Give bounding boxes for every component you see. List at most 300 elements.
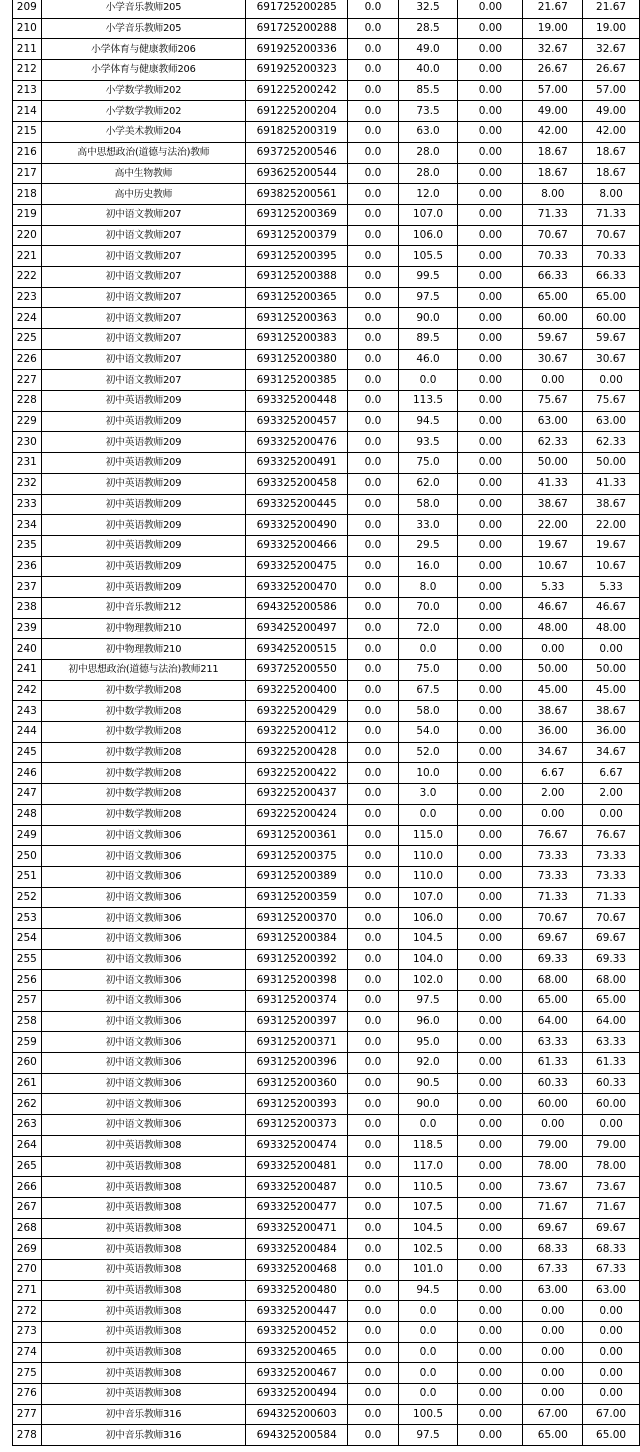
weighted-score-cell: 60.00 (523, 308, 583, 329)
table-row (13, 618, 640, 639)
table-row (13, 60, 640, 81)
total-score-cell: 70.33 (583, 246, 640, 267)
row-number-cell: 238 (13, 597, 42, 618)
row-number-cell: 217 (13, 163, 42, 184)
total-score-cell: 38.67 (583, 494, 640, 515)
position-name-cell: 初中英语教师209 (41, 556, 246, 577)
position-name-cell: 初中语文教师306 (41, 1011, 246, 1032)
row-number-cell: 252 (13, 887, 42, 908)
weighted-score-cell: 59.67 (523, 329, 583, 350)
score-b-cell: 92.0 (398, 1053, 458, 1074)
table-row (13, 473, 640, 494)
score-b-cell: 107.5 (398, 1197, 458, 1218)
table-row (13, 1342, 640, 1363)
total-score-cell: 69.33 (583, 949, 640, 970)
score-c-cell: 0.00 (458, 1094, 523, 1115)
score-b-cell: 54.0 (398, 722, 458, 743)
exam-id-cell: 693125200392 (246, 949, 348, 970)
table-row (13, 287, 640, 308)
score-c-cell: 0.00 (458, 701, 523, 722)
exam-id-cell: 693125200360 (246, 1073, 348, 1094)
weighted-score-cell: 36.00 (523, 722, 583, 743)
weighted-score-cell: 2.00 (523, 784, 583, 805)
weighted-score-cell: 0.00 (523, 1301, 583, 1322)
score-b-cell: 90.5 (398, 1073, 458, 1094)
row-number-cell: 242 (13, 680, 42, 701)
position-name-cell: 初中语文教师207 (41, 308, 246, 329)
total-score-cell: 0.00 (583, 1384, 640, 1405)
row-number-cell: 277 (13, 1404, 42, 1425)
table-row (13, 308, 640, 329)
score-c-cell: 0.00 (458, 991, 523, 1012)
total-score-cell: 69.67 (583, 1218, 640, 1239)
total-score-cell: 49.00 (583, 101, 640, 122)
table-row (13, 349, 640, 370)
score-b-cell: 110.5 (398, 1177, 458, 1198)
score-a-cell: 0.0 (348, 1322, 398, 1343)
score-b-cell: 113.5 (398, 391, 458, 412)
weighted-score-cell: 71.67 (523, 1197, 583, 1218)
total-score-cell: 59.67 (583, 329, 640, 350)
exam-id-cell: 693125200393 (246, 1094, 348, 1115)
weighted-score-cell: 69.33 (523, 949, 583, 970)
exam-id-cell: 693725200550 (246, 660, 348, 681)
score-b-cell: 75.0 (398, 453, 458, 474)
score-a-cell: 0.0 (348, 1280, 398, 1301)
score-c-cell: 0.00 (458, 391, 523, 412)
score-b-cell: 28.5 (398, 18, 458, 39)
total-score-cell: 60.00 (583, 308, 640, 329)
weighted-score-cell: 67.33 (523, 1259, 583, 1280)
position-name-cell: 初中语文教师306 (41, 991, 246, 1012)
score-c-cell: 0.00 (458, 39, 523, 60)
score-c-cell: 0.00 (458, 1053, 523, 1074)
table-row (13, 370, 640, 391)
table-row (13, 246, 640, 267)
exam-id-cell: 693125200395 (246, 246, 348, 267)
position-name-cell: 初中英语教师308 (41, 1197, 246, 1218)
total-score-cell: 0.00 (583, 1115, 640, 1136)
score-c-cell: 0.00 (458, 453, 523, 474)
score-c-cell: 0.00 (458, 246, 523, 267)
weighted-score-cell: 18.67 (523, 163, 583, 184)
score-b-cell: 85.5 (398, 80, 458, 101)
position-name-cell: 初中英语教师308 (41, 1259, 246, 1280)
score-a-cell: 0.0 (348, 1032, 398, 1053)
score-c-cell: 0.00 (458, 1404, 523, 1425)
exam-id-cell: 693125200384 (246, 928, 348, 949)
row-number-cell: 224 (13, 308, 42, 329)
total-score-cell: 46.67 (583, 597, 640, 618)
table-row (13, 1115, 640, 1136)
weighted-score-cell: 30.67 (523, 349, 583, 370)
table-row (13, 763, 640, 784)
weighted-score-cell: 8.00 (523, 184, 583, 205)
row-number-cell: 241 (13, 660, 42, 681)
row-number-cell: 271 (13, 1280, 42, 1301)
position-name-cell: 初中英语教师308 (41, 1301, 246, 1322)
weighted-score-cell: 63.33 (523, 1032, 583, 1053)
weighted-score-cell: 0.00 (523, 1322, 583, 1343)
weighted-score-cell: 67.00 (523, 1404, 583, 1425)
row-number-cell: 263 (13, 1115, 42, 1136)
table-row (13, 101, 640, 122)
score-b-cell: 99.5 (398, 266, 458, 287)
weighted-score-cell: 19.00 (523, 18, 583, 39)
table-row (13, 1032, 640, 1053)
exam-id-cell: 691725200288 (246, 18, 348, 39)
row-number-cell: 225 (13, 329, 42, 350)
weighted-score-cell: 78.00 (523, 1156, 583, 1177)
score-a-cell: 0.0 (348, 101, 398, 122)
total-score-cell: 63.00 (583, 411, 640, 432)
position-name-cell: 初中语文教师306 (41, 866, 246, 887)
score-b-cell: 58.0 (398, 701, 458, 722)
position-name-cell: 初中英语教师308 (41, 1177, 246, 1198)
score-b-cell: 0.0 (398, 1384, 458, 1405)
score-c-cell: 0.00 (458, 1011, 523, 1032)
total-score-cell: 2.00 (583, 784, 640, 805)
weighted-score-cell: 63.00 (523, 1280, 583, 1301)
position-name-cell: 初中英语教师209 (41, 473, 246, 494)
row-number-cell: 249 (13, 825, 42, 846)
score-b-cell: 97.5 (398, 287, 458, 308)
score-a-cell: 0.0 (348, 184, 398, 205)
table-row (13, 928, 640, 949)
row-number-cell: 269 (13, 1239, 42, 1260)
score-a-cell: 0.0 (348, 39, 398, 60)
score-b-cell: 107.0 (398, 204, 458, 225)
total-score-cell: 18.67 (583, 142, 640, 163)
score-a-cell: 0.0 (348, 597, 398, 618)
score-a-cell: 0.0 (348, 163, 398, 184)
table-row (13, 329, 640, 350)
total-score-cell: 42.00 (583, 122, 640, 143)
exam-id-cell: 693125200388 (246, 266, 348, 287)
table-row (13, 1177, 640, 1198)
position-name-cell: 小学美术教师204 (41, 122, 246, 143)
score-b-cell: 0.0 (398, 1322, 458, 1343)
exam-id-cell: 691925200323 (246, 60, 348, 81)
total-score-cell: 61.33 (583, 1053, 640, 1074)
exam-id-cell: 693325200480 (246, 1280, 348, 1301)
exam-id-cell: 693325200490 (246, 515, 348, 536)
total-score-cell: 62.33 (583, 432, 640, 453)
exam-id-cell: 693325200465 (246, 1342, 348, 1363)
table-row (13, 1404, 640, 1425)
position-name-cell: 初中英语教师209 (41, 494, 246, 515)
row-number-cell: 275 (13, 1363, 42, 1384)
row-number-cell: 274 (13, 1342, 42, 1363)
table-row (13, 411, 640, 432)
score-c-cell: 0.00 (458, 122, 523, 143)
score-b-cell: 93.5 (398, 432, 458, 453)
table-row (13, 597, 640, 618)
total-score-cell: 73.67 (583, 1177, 640, 1198)
row-number-cell: 276 (13, 1384, 42, 1405)
score-a-cell: 0.0 (348, 287, 398, 308)
table-row (13, 184, 640, 205)
weighted-score-cell: 10.67 (523, 556, 583, 577)
total-score-cell: 63.00 (583, 1280, 640, 1301)
weighted-score-cell: 50.00 (523, 453, 583, 474)
weighted-score-cell: 68.33 (523, 1239, 583, 1260)
table-row (13, 970, 640, 991)
weighted-score-cell: 60.33 (523, 1073, 583, 1094)
table-row (13, 494, 640, 515)
score-b-cell: 0.0 (398, 1342, 458, 1363)
row-number-cell: 216 (13, 142, 42, 163)
total-score-cell: 5.33 (583, 577, 640, 598)
row-number-cell: 262 (13, 1094, 42, 1115)
total-score-cell: 60.00 (583, 1094, 640, 1115)
score-a-cell: 0.0 (348, 722, 398, 743)
exam-id-cell: 693225200400 (246, 680, 348, 701)
table-row (13, 1135, 640, 1156)
score-b-cell: 62.0 (398, 473, 458, 494)
score-a-cell: 0.0 (348, 370, 398, 391)
score-a-cell: 0.0 (348, 660, 398, 681)
row-number-cell: 256 (13, 970, 42, 991)
position-name-cell: 初中语文教师306 (41, 970, 246, 991)
table-row (13, 1363, 640, 1384)
exam-id-cell: 693625200544 (246, 163, 348, 184)
position-name-cell: 初中语文教师306 (41, 949, 246, 970)
table-row (13, 142, 640, 163)
row-number-cell: 214 (13, 101, 42, 122)
row-number-cell: 210 (13, 18, 42, 39)
exam-id-cell: 693725200546 (246, 142, 348, 163)
score-b-cell: 94.5 (398, 1280, 458, 1301)
exam-id-cell: 693325200452 (246, 1322, 348, 1343)
exam-id-cell: 693325200474 (246, 1135, 348, 1156)
score-b-cell: 117.0 (398, 1156, 458, 1177)
row-number-cell: 255 (13, 949, 42, 970)
score-table-body (13, 0, 640, 1446)
total-score-cell: 38.67 (583, 701, 640, 722)
position-name-cell: 初中数学教师208 (41, 722, 246, 743)
score-b-cell: 115.0 (398, 825, 458, 846)
score-c-cell: 0.00 (458, 225, 523, 246)
score-a-cell: 0.0 (348, 80, 398, 101)
row-number-cell: 223 (13, 287, 42, 308)
row-number-cell: 211 (13, 39, 42, 60)
position-name-cell: 初中语文教师306 (41, 1115, 246, 1136)
table-row (13, 991, 640, 1012)
score-c-cell: 0.00 (458, 515, 523, 536)
score-a-cell: 0.0 (348, 1384, 398, 1405)
score-a-cell: 0.0 (348, 204, 398, 225)
position-name-cell: 初中物理教师210 (41, 639, 246, 660)
row-number-cell: 239 (13, 618, 42, 639)
position-name-cell: 初中语文教师207 (41, 246, 246, 267)
weighted-score-cell: 76.67 (523, 825, 583, 846)
weighted-score-cell: 0.00 (523, 1342, 583, 1363)
row-number-cell: 257 (13, 991, 42, 1012)
row-number-cell: 227 (13, 370, 42, 391)
exam-id-cell: 693325200447 (246, 1301, 348, 1322)
exam-id-cell: 693325200458 (246, 473, 348, 494)
score-a-cell: 0.0 (348, 804, 398, 825)
score-a-cell: 0.0 (348, 701, 398, 722)
score-c-cell: 0.00 (458, 142, 523, 163)
table-row (13, 1301, 640, 1322)
table-row (13, 701, 640, 722)
row-number-cell: 212 (13, 60, 42, 81)
row-number-cell: 264 (13, 1135, 42, 1156)
position-name-cell: 初中数学教师208 (41, 742, 246, 763)
table-row (13, 0, 640, 18)
score-c-cell: 0.00 (458, 970, 523, 991)
exam-id-cell: 693225200422 (246, 763, 348, 784)
weighted-score-cell: 63.00 (523, 411, 583, 432)
score-b-cell: 0.0 (398, 1301, 458, 1322)
score-a-cell: 0.0 (348, 535, 398, 556)
score-a-cell: 0.0 (348, 1115, 398, 1136)
weighted-score-cell: 5.33 (523, 577, 583, 598)
table-row (13, 887, 640, 908)
position-name-cell: 初中英语教师209 (41, 411, 246, 432)
table-row (13, 432, 640, 453)
table-row (13, 784, 640, 805)
weighted-score-cell: 70.67 (523, 908, 583, 929)
exam-id-cell: 691825200319 (246, 122, 348, 143)
exam-id-cell: 693125200383 (246, 329, 348, 350)
total-score-cell: 64.00 (583, 1011, 640, 1032)
position-name-cell: 初中英语教师209 (41, 391, 246, 412)
score-c-cell: 0.00 (458, 784, 523, 805)
total-score-cell: 73.33 (583, 866, 640, 887)
score-a-cell: 0.0 (348, 846, 398, 867)
row-number-cell: 231 (13, 453, 42, 474)
weighted-score-cell: 64.00 (523, 1011, 583, 1032)
score-b-cell: 0.0 (398, 804, 458, 825)
exam-id-cell: 693125200389 (246, 866, 348, 887)
row-number-cell: 234 (13, 515, 42, 536)
weighted-score-cell: 6.67 (523, 763, 583, 784)
score-b-cell: 46.0 (398, 349, 458, 370)
table-row (13, 577, 640, 598)
score-b-cell: 52.0 (398, 742, 458, 763)
position-name-cell: 初中语文教师306 (41, 825, 246, 846)
position-name-cell: 初中英语教师209 (41, 432, 246, 453)
table-row (13, 908, 640, 929)
score-a-cell: 0.0 (348, 1363, 398, 1384)
total-score-cell: 8.00 (583, 184, 640, 205)
table-row (13, 1197, 640, 1218)
score-b-cell: 0.0 (398, 1363, 458, 1384)
total-score-cell: 65.00 (583, 991, 640, 1012)
total-score-cell: 18.67 (583, 163, 640, 184)
score-a-cell: 0.0 (348, 142, 398, 163)
position-name-cell: 小学数学教师202 (41, 101, 246, 122)
score-c-cell: 0.00 (458, 204, 523, 225)
row-number-cell: 254 (13, 928, 42, 949)
weighted-score-cell: 79.00 (523, 1135, 583, 1156)
total-score-cell: 78.00 (583, 1156, 640, 1177)
position-name-cell: 初中数学教师208 (41, 804, 246, 825)
weighted-score-cell: 38.67 (523, 701, 583, 722)
table-row (13, 866, 640, 887)
row-number-cell: 267 (13, 1197, 42, 1218)
score-b-cell: 102.0 (398, 970, 458, 991)
table-row (13, 18, 640, 39)
score-c-cell: 0.00 (458, 535, 523, 556)
row-number-cell: 229 (13, 411, 42, 432)
table-row (13, 804, 640, 825)
score-c-cell: 0.00 (458, 473, 523, 494)
weighted-score-cell: 70.33 (523, 246, 583, 267)
score-c-cell: 0.00 (458, 763, 523, 784)
exam-id-cell: 693125200363 (246, 308, 348, 329)
exam-id-cell: 693325200475 (246, 556, 348, 577)
score-c-cell: 0.00 (458, 597, 523, 618)
score-b-cell: 100.5 (398, 1404, 458, 1425)
row-number-cell: 235 (13, 535, 42, 556)
position-name-cell: 初中英语教师308 (41, 1135, 246, 1156)
row-number-cell: 248 (13, 804, 42, 825)
exam-id-cell: 693125200371 (246, 1032, 348, 1053)
exam-id-cell: 693125200370 (246, 908, 348, 929)
total-score-cell: 0.00 (583, 639, 640, 660)
position-name-cell: 初中语文教师306 (41, 1073, 246, 1094)
score-b-cell: 107.0 (398, 887, 458, 908)
table-row (13, 1073, 640, 1094)
score-a-cell: 0.0 (348, 1197, 398, 1218)
score-b-cell: 0.0 (398, 370, 458, 391)
position-name-cell: 初中数学教师208 (41, 701, 246, 722)
score-c-cell: 0.00 (458, 1115, 523, 1136)
row-number-cell: 273 (13, 1322, 42, 1343)
score-c-cell: 0.00 (458, 722, 523, 743)
weighted-score-cell: 69.67 (523, 1218, 583, 1239)
weighted-score-cell: 66.33 (523, 266, 583, 287)
score-b-cell: 97.5 (398, 991, 458, 1012)
table-row (13, 846, 640, 867)
exam-id-cell: 693125200375 (246, 846, 348, 867)
total-score-cell: 71.33 (583, 887, 640, 908)
score-c-cell: 0.00 (458, 660, 523, 681)
score-b-cell: 110.0 (398, 846, 458, 867)
total-score-cell: 0.00 (583, 804, 640, 825)
total-score-cell: 70.67 (583, 908, 640, 929)
position-name-cell: 初中英语教师308 (41, 1218, 246, 1239)
score-c-cell: 0.00 (458, 432, 523, 453)
score-a-cell: 0.0 (348, 577, 398, 598)
exam-id-cell: 693325200468 (246, 1259, 348, 1280)
total-score-cell: 41.33 (583, 473, 640, 494)
score-a-cell: 0.0 (348, 1404, 398, 1425)
weighted-score-cell: 34.67 (523, 742, 583, 763)
score-c-cell: 0.00 (458, 846, 523, 867)
score-c-cell: 0.00 (458, 1218, 523, 1239)
score-b-cell: 90.0 (398, 1094, 458, 1115)
table-row (13, 742, 640, 763)
table-row (13, 556, 640, 577)
score-a-cell: 0.0 (348, 18, 398, 39)
weighted-score-cell: 65.00 (523, 287, 583, 308)
score-a-cell: 0.0 (348, 60, 398, 81)
row-number-cell: 266 (13, 1177, 42, 1198)
score-c-cell: 0.00 (458, 1425, 523, 1446)
score-a-cell: 0.0 (348, 225, 398, 246)
weighted-score-cell: 46.67 (523, 597, 583, 618)
score-c-cell: 0.00 (458, 639, 523, 660)
score-c-cell: 0.00 (458, 1384, 523, 1405)
exam-id-cell: 693325200448 (246, 391, 348, 412)
exam-id-cell: 693125200361 (246, 825, 348, 846)
row-number-cell: 219 (13, 204, 42, 225)
